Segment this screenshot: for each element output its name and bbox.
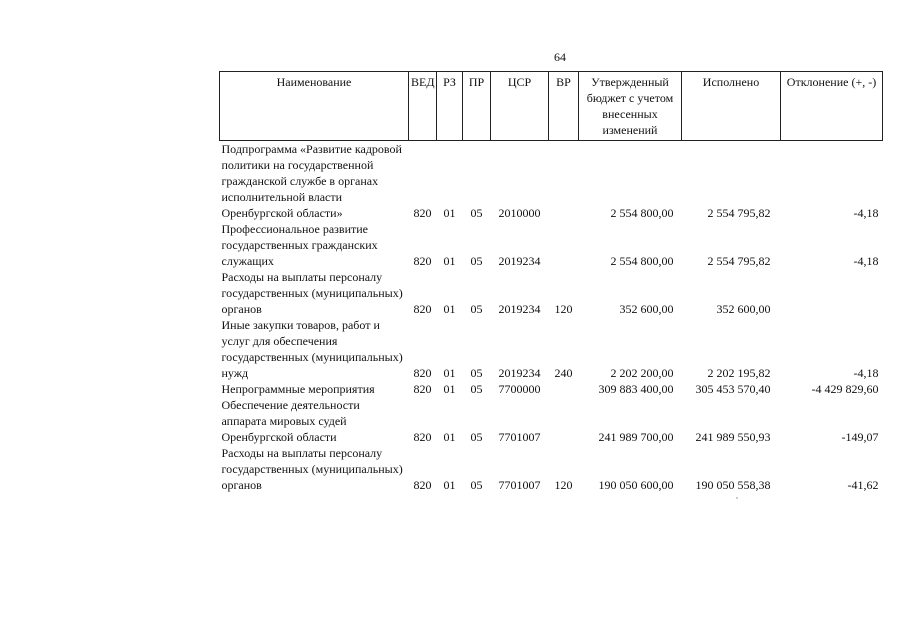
row-vr: 240 xyxy=(554,366,573,380)
row-deviation: -4 429 829,60 xyxy=(811,382,879,396)
row-pr: 05 xyxy=(470,382,483,396)
row-csr: 2010000 xyxy=(498,206,541,220)
row-deviation: -4,18 xyxy=(853,254,879,268)
column-header-vr: ВР xyxy=(549,72,579,141)
row-ved: 820 xyxy=(413,302,432,316)
row-name: Подпрограмма «Развитие кадровой политики на государственной гражданской службе в органах исполнительной власти Оренбургской области» xyxy=(221,142,402,220)
column-header-pr: ПР xyxy=(463,72,491,141)
row-vr: 120 xyxy=(554,478,573,492)
table-row xyxy=(220,381,883,397)
row-pr: 05 xyxy=(470,430,483,444)
row-pr: 05 xyxy=(470,478,483,492)
row-name: Иные закупки товаров, работ и услуг для обеспечения государственных (муниципальных) нужд xyxy=(221,318,403,380)
row-ved: 820 xyxy=(413,254,432,268)
row-rz: 01 xyxy=(443,206,456,220)
row-approved: 241 989 700,00 xyxy=(598,430,674,444)
column-header-rz: РЗ xyxy=(437,72,463,141)
row-vr xyxy=(549,381,579,397)
row-name: Профессиональное развитие государственных гражданских служащих xyxy=(221,222,378,268)
row-rz: 01 xyxy=(443,382,456,396)
row-executed: 2 202 195,82 xyxy=(707,366,771,380)
row-csr: 7701007 xyxy=(498,430,541,444)
row-deviation: -4,18 xyxy=(853,366,879,380)
row-vr: 120 xyxy=(554,302,573,316)
row-executed: 241 989 550,93 xyxy=(695,430,771,444)
table-row xyxy=(220,141,883,222)
column-header-ved: ВЕД xyxy=(409,72,437,141)
row-vr xyxy=(549,141,579,222)
table-row xyxy=(220,269,883,317)
row-name: Расходы на выплаты персоналу государственных (муниципальных) органов xyxy=(221,446,403,492)
table-row xyxy=(220,221,883,269)
column-header-name: Наименование xyxy=(220,72,409,141)
row-executed: 2 554 795,82 xyxy=(707,254,771,268)
row-rz: 01 xyxy=(443,478,456,492)
row-approved: 2 202 200,00 xyxy=(610,366,674,380)
row-csr: 2019234 xyxy=(498,254,541,268)
row-rz: 01 xyxy=(443,430,456,444)
row-csr: 2019234 xyxy=(498,302,541,316)
row-rz: 01 xyxy=(443,366,456,380)
row-ved: 820 xyxy=(413,478,432,492)
row-pr: 05 xyxy=(470,254,483,268)
row-executed: 190 050 558,38 xyxy=(695,478,771,492)
column-header-csr: ЦСР xyxy=(491,72,549,141)
row-executed: 2 554 795,82 xyxy=(707,206,771,220)
row-csr: 2019234 xyxy=(498,366,541,380)
row-deviation: -41,62 xyxy=(847,478,879,492)
budget-execution-table xyxy=(219,71,883,493)
row-csr: 7700000 xyxy=(498,382,541,396)
row-deviation xyxy=(781,269,883,317)
row-pr: 05 xyxy=(470,302,483,316)
row-approved: 2 554 800,00 xyxy=(610,206,674,220)
row-ved: 820 xyxy=(413,430,432,444)
row-csr: 7701007 xyxy=(498,478,541,492)
row-vr xyxy=(549,221,579,269)
table-row xyxy=(220,317,883,381)
column-header-approved: Утвержденный бюджет с учетом внесенных изменений xyxy=(579,72,682,141)
row-name: Обеспечение деятельности аппарата мировых судей Оренбургской области xyxy=(221,398,360,444)
row-ved: 820 xyxy=(413,366,432,380)
row-pr: 05 xyxy=(470,206,483,220)
row-approved: 190 050 600,00 xyxy=(598,478,674,492)
table-row xyxy=(220,445,883,493)
row-deviation: -4,18 xyxy=(853,206,879,220)
page-number: 64 xyxy=(554,50,566,64)
scan-speck xyxy=(736,497,738,499)
row-pr: 05 xyxy=(470,366,483,380)
row-approved: 309 883 400,00 xyxy=(598,382,674,396)
row-ved: 820 xyxy=(413,382,432,396)
column-header-executed: Исполнено xyxy=(682,72,781,141)
row-approved: 2 554 800,00 xyxy=(610,254,674,268)
row-name: Непрограммные мероприятия xyxy=(221,382,375,396)
row-ved: 820 xyxy=(413,206,432,220)
row-approved: 352 600,00 xyxy=(619,302,674,316)
row-executed: 352 600,00 xyxy=(716,302,771,316)
column-header-deviation: Отклонение (+, -) xyxy=(781,72,883,141)
row-name: Расходы на выплаты персоналу государственных (муниципальных) органов xyxy=(221,270,403,316)
row-deviation: -149,07 xyxy=(841,430,879,444)
row-executed: 305 453 570,40 xyxy=(695,382,771,396)
row-vr xyxy=(549,397,579,445)
row-rz: 01 xyxy=(443,302,456,316)
table-row xyxy=(220,397,883,445)
table-header-row xyxy=(220,72,883,141)
row-rz: 01 xyxy=(443,254,456,268)
